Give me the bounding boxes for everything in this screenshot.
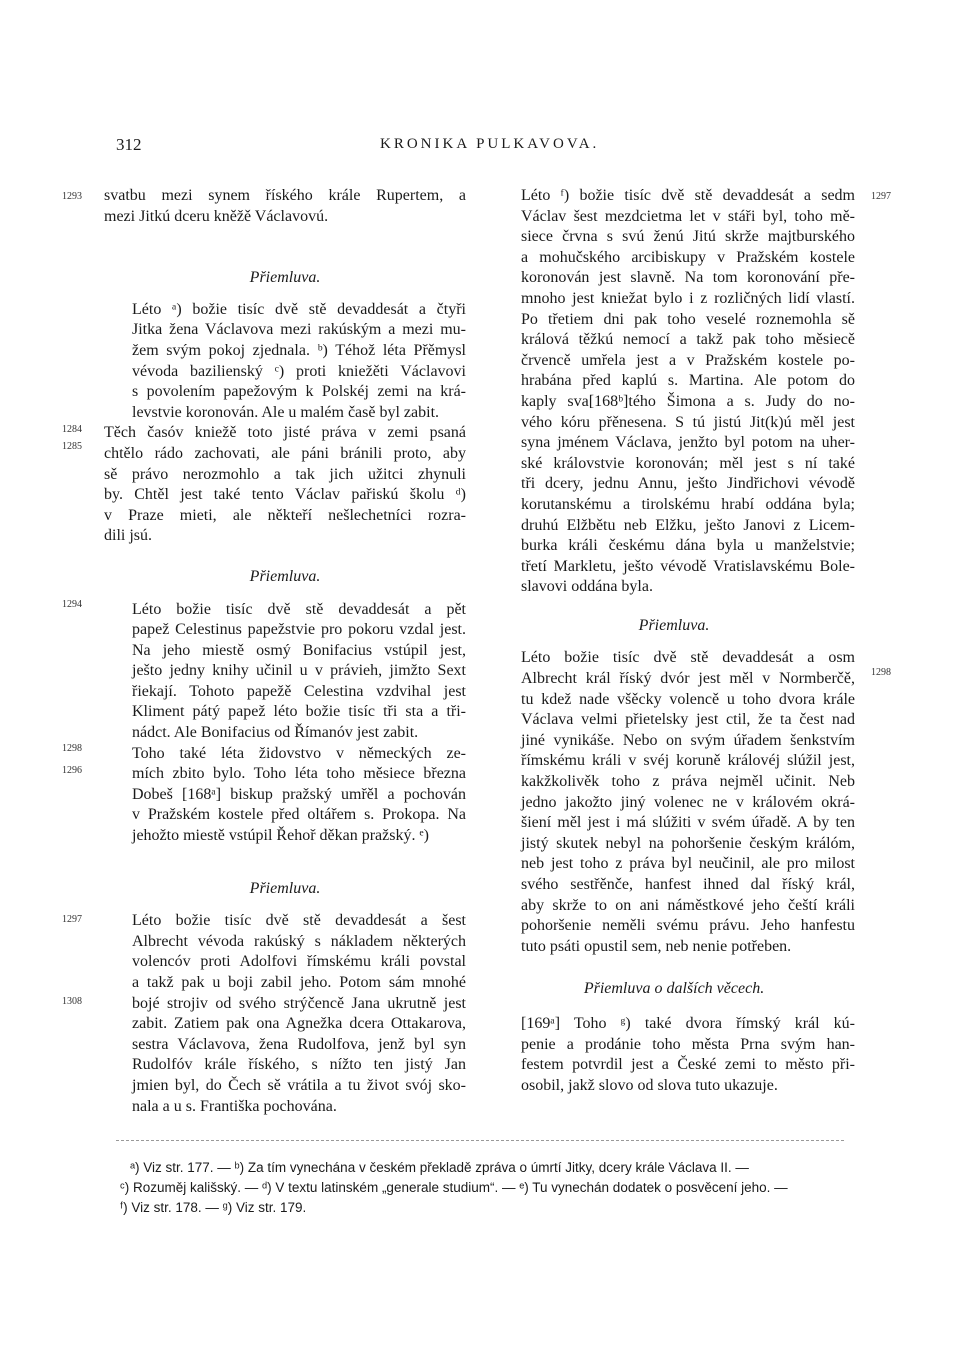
paragraph — [104, 186, 466, 227]
text-line: Kliment pátý papež léto božie tisíc tři sta a tři- — [132, 703, 466, 721]
text-line: s povolením papežovým k Polskéj zemi na krá- — [132, 383, 466, 401]
paragraph — [104, 600, 466, 744]
text-line: [169ᵃ] Toho ᵍ) také dvora římský král kú- — [521, 1014, 855, 1032]
text-line: v Pražském kostele před oltářem s. Prokopa. Na — [132, 806, 466, 824]
footnote-line: ᶜ) Rozuměj kališský. — ᵈ) V textu latinském „generale studium“. — ᵉ) Tu vynechán dodatek o posvěcení jeho. — — [120, 1180, 788, 1195]
text-line: nala a u s. Františka pochována. — [132, 1097, 337, 1115]
text-line: Dobeš [168ᵃ] biskup pražský umřěl a pochován — [132, 785, 466, 803]
text-line: třetí Markletu, ješto vévodě Vratislavskému Bole- — [521, 557, 855, 575]
text-line: zabit. Zatiem pak ona Agnežka dcera Ottakarova, — [132, 1015, 466, 1033]
text-line: Václav šest mezdcietma let v stáři byl, toho mě- — [521, 207, 855, 225]
paragraph — [104, 423, 466, 547]
text-line: hrabána před kaplú s. Martina. Ale potom do — [521, 372, 855, 390]
text-line: Léto božie tisíc dvě stě devaddesát a osm — [521, 649, 855, 667]
text-line: svého sestřěnče, hanfest ihned dal říský král, — [521, 876, 855, 893]
text-line: tu kdež nade všěcky volencě u toho dvora krále — [521, 690, 855, 708]
text-line: Albrecht král říský dvór jest měl v Normberčě, — [521, 670, 855, 688]
text-line: črvencě umřela jest a v Pražském kostele po- — [521, 351, 855, 369]
text-line: volencóv proti Adolfovi římskému králi povstal — [132, 953, 466, 971]
text-line: Léto božie tisíc dvě stě devaddesát a šest — [132, 912, 466, 930]
text-line: šiení měl jest i má slúžiti v svém úřadě. A by ten — [521, 814, 855, 832]
text-line: a takž pak u boji zabil jeho. Potom sám mnohé — [132, 974, 466, 991]
text-line: Václava velmi přietelsky jest ctil, že ta čest nad — [521, 711, 855, 729]
text-line: ské královstvie koronován; měl jest s ní také — [521, 454, 855, 472]
text-line: Jitka žena Václavova mezi rakúským a mezi mu- — [132, 321, 466, 339]
margin-year: 1294 — [62, 599, 82, 610]
text-line: sě právo nerozmohlo a tak jich užitci zhynuli — [104, 465, 466, 483]
paragraph — [493, 648, 855, 957]
margin-year: 1285 — [62, 441, 82, 452]
margin-year: 1308 — [62, 996, 82, 1007]
text-line: sestra Václavova, žena Rudolfova, jenž byl syn — [132, 1035, 466, 1053]
text-line: králová těžkú nemocí a takž pak toho měsiecě — [521, 331, 855, 349]
text-line: vého kóru přěnesena. S tú jistú Jit(k)ú měl jest — [521, 413, 855, 431]
text-line: jedno jakožto jiný volenec ne v královém okrá- — [521, 793, 855, 811]
text-line: Léto božie tisíc dvě stě devaddesát a pět — [132, 600, 466, 618]
text-line: siece črvna s svú ženú Jitú skrže majtburského — [521, 228, 855, 246]
text-line: festem potvrdil jest a České zemi to město při- — [521, 1056, 855, 1074]
text-line: druhú Elžbětu neb Elžku, ješto Janovi z Licem- — [521, 516, 855, 534]
text-line: korutanskému a tirolskému hrabí oddána byla; — [521, 495, 855, 513]
margin-year: 1298 — [871, 667, 891, 678]
text-line: Léto ᶠ) božie tisíc dvě stě devaddesát a sedm — [521, 187, 855, 204]
text-line: aby skrže to on ani náměstkové jeho čeští králi — [521, 896, 855, 914]
text-line: chtělo rádo zachovati, ale páni bránili proto, aby — [104, 444, 466, 462]
text-line: slavovi oddána byla. — [521, 578, 653, 596]
text-line: Albrecht vévoda rakúský s nákladem některých — [132, 932, 466, 950]
text-line: Těch časóv kniežě toto jisté práva v zemi psaná — [104, 424, 466, 442]
text-line: Léto ᵃ) božie tisíc dvě stě devaddesát a čtyři — [132, 300, 466, 318]
text-line: dili jsú. — [104, 527, 153, 545]
text-line: osobil, jakž slovo od slova tuto ukazuje. — [521, 1076, 778, 1094]
text-line: burka králi českému dána byla u manželstvie; — [521, 537, 855, 555]
text-line: jehožto miestě vstúpil Řehoř děkan pražský. ᵉ) — [132, 827, 429, 845]
footnotes — [120, 1158, 860, 1218]
text-line: Po třetiem dni pak toho veselé roznemohla sě — [521, 310, 855, 328]
text-line: mnoho jest kniežat bylo i z rozličných lidí vlastí. — [521, 289, 855, 307]
text-line: tuto psáti opustil sem, neb nenie potřeben. — [521, 937, 792, 955]
section-heading: Přiemluva. — [249, 879, 321, 897]
left-column — [104, 186, 466, 1117]
section-heading: Přiemluva o dalších věcech. — [583, 980, 765, 998]
text-line: pohoršenie neměli svému právu. Jeho hanfestu — [521, 917, 855, 935]
section-heading: Přiemluva. — [249, 567, 321, 585]
margin-year: 1284 — [62, 424, 82, 435]
text-line: v Praze mieti, ale někteří nešlechetníci rozra- — [104, 506, 466, 524]
paragraph — [493, 1014, 855, 1096]
text-line: penie a prodánie toho města Prna svým han- — [521, 1035, 855, 1053]
paragraph — [493, 186, 855, 598]
text-line: řiekají. Tohoto papežě Celestina vzdvihal jest — [132, 682, 466, 700]
margin-year: 1293 — [62, 191, 82, 202]
text-line: levstvie koronován. Ale u malém časě byl zabit. — [132, 403, 440, 421]
text-line: jistý skutek nebyl na pohoršenie českým králóm, — [521, 834, 855, 852]
text-line: Na jeho miestě osmý Bonifacius vstúpil jest, — [132, 641, 466, 659]
text-line: mezi Jitkú dceru kněžě Václavovú. — [104, 207, 329, 225]
text-line: a mohučského arcibiskupy v Pražském kostele — [521, 248, 855, 266]
paragraph — [104, 744, 466, 847]
paragraph — [104, 300, 466, 424]
text-line: žem svým pokoj zjednala. ᵇ) Téhož léta Přěmysl — [132, 341, 466, 359]
text-line: neb jest toho z práva byl neučinil, ale pro milost — [521, 855, 855, 873]
footnote-line: ᵃ) Viz str. 177. — ᵇ) Za tím vynechána v českém překladě zpráva o úmrtí Jitky, dcery krále Václava II. — — [130, 1160, 749, 1175]
text-line: tři dcery, jednu Annu, ješto Jindřichovi vévodě — [521, 475, 855, 493]
text-line: svatbu mezi synem říského krále Rupertem, a — [104, 187, 466, 204]
text-line: kaply sva[168ᵇ]tého Šimona a s. Judy do no- — [521, 392, 855, 410]
margin-year: 1297 — [62, 914, 82, 925]
text-line: Toho také léta židovstvo v německých ze- — [132, 744, 466, 762]
text-line: syna jménem Václava, jenžto byl potom na uher- — [521, 434, 855, 452]
margin-year: 1297 — [871, 191, 891, 202]
footnote-divider — [116, 1140, 844, 1141]
text-line: nádct. Ale Bonifacius od Římanóv jest zabit. — [132, 724, 419, 742]
text-line: jiné vynikáše. Nebo on svým úřadem šenkstvím — [521, 731, 855, 749]
paragraph — [104, 911, 466, 1117]
margin-year: 1298 — [62, 743, 82, 754]
text-line: vévoda bazilienský ᶜ) proti kniežěti Václavovi — [132, 362, 466, 380]
text-line: kakžkolivěk toho z práva nejměl učinit. Neb — [521, 773, 855, 791]
margin-year: 1296 — [62, 765, 82, 776]
text-line: mích zbito bylo. Toho léta toho měsiece března — [132, 765, 466, 783]
running-title: KRONIKA PULKAVOVA. — [380, 136, 600, 152]
text-line: ješto jedny knihy učinil u v právieh, jimžto Sext — [132, 662, 466, 680]
section-heading: Přiemluva. — [249, 269, 321, 287]
text-line: papež Celestinus papežstvie pro pokoru vzdal jest. — [132, 621, 466, 639]
right-column — [493, 186, 855, 1096]
text-line: by. Chtěl jest také tento Václav pařiskú školu ᵈ) — [104, 486, 466, 504]
text-line: římskému králi v svéj koruně královéj slúžil jest, — [521, 752, 855, 770]
footnote-line: ᶠ) Viz str. 178. — ᵍ) Viz str. 179. — [120, 1200, 307, 1215]
page-number: 312 — [116, 135, 142, 154]
text-line: bojé strojiv od svého strýčencě Jana ukrutně jest — [132, 994, 466, 1012]
text-line: jmien byl, do Čech sě vrátila a tu život svój sko- — [132, 1076, 466, 1094]
section-heading: Přiemluva. — [638, 616, 710, 634]
text-line: Rudolfóv krále říského, s nížto ten jistý Jan — [132, 1056, 466, 1074]
text-line: koronován jest slavně. Na tom koronování pře- — [521, 269, 855, 287]
